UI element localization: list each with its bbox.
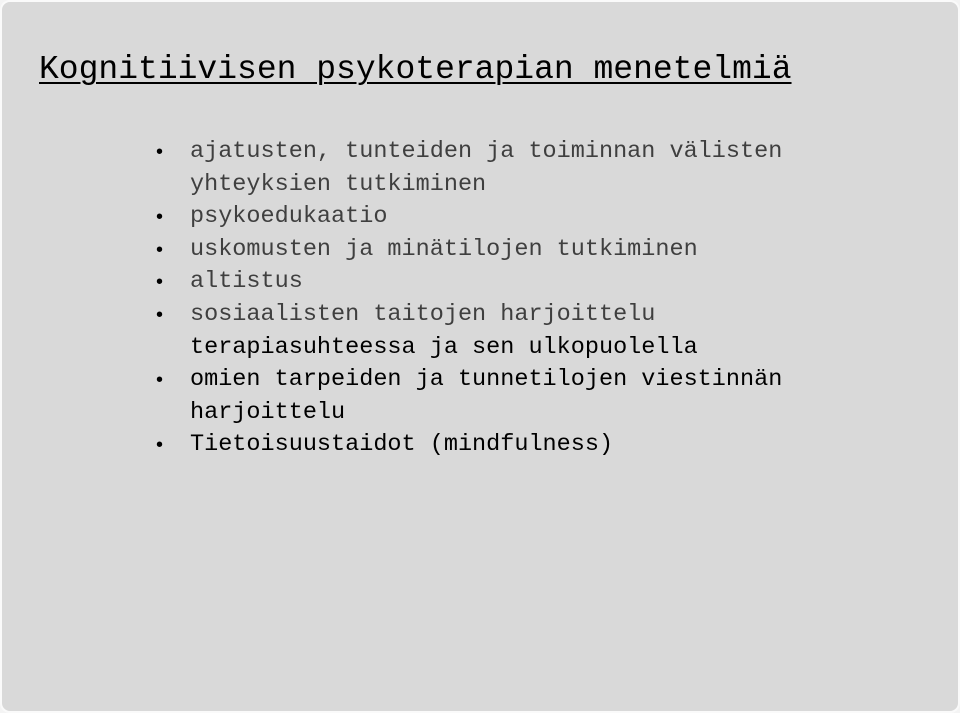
bullet-icon: • <box>156 206 164 229</box>
bullet-icon: • <box>156 141 164 163</box>
list-item <box>152 429 890 462</box>
bullet-list <box>152 136 890 462</box>
bullet-icon: • <box>156 434 164 457</box>
list-item <box>152 266 890 299</box>
list-item-text: yhteyksien tutkiminen <box>190 170 487 198</box>
list-item <box>152 364 890 429</box>
list-item-text: ajatusten, tunteiden ja toiminnan välisten <box>190 138 783 165</box>
list-item-text: uskomusten ja minätilojen tutkiminen <box>190 235 698 263</box>
bullet-icon: • <box>156 303 164 326</box>
list-item-text: harjoittelu <box>190 398 346 426</box>
list-item <box>152 201 890 234</box>
list-item-text: altistus <box>190 268 303 296</box>
list-item-text: psykoedukaatio <box>190 203 388 231</box>
list-item-text: sosiaalisten taitojen harjoittelu <box>190 300 656 328</box>
list-item <box>152 299 890 364</box>
bullet-icon: • <box>156 238 164 261</box>
slide-title: Kognitiivisen psykoterapian menetelmiä <box>39 51 792 88</box>
list-item-text: Tietoisuustaidot (mindfulness) <box>190 431 614 459</box>
bullet-icon: • <box>156 369 164 392</box>
bullet-icon: • <box>156 271 164 294</box>
list-item-text: terapiasuhteessa ja sen ulkopuolella <box>190 333 698 361</box>
list-item-text: omien tarpeiden ja tunnetilojen viestinnän <box>190 366 783 394</box>
list-item <box>152 234 890 267</box>
list-item <box>152 136 890 201</box>
